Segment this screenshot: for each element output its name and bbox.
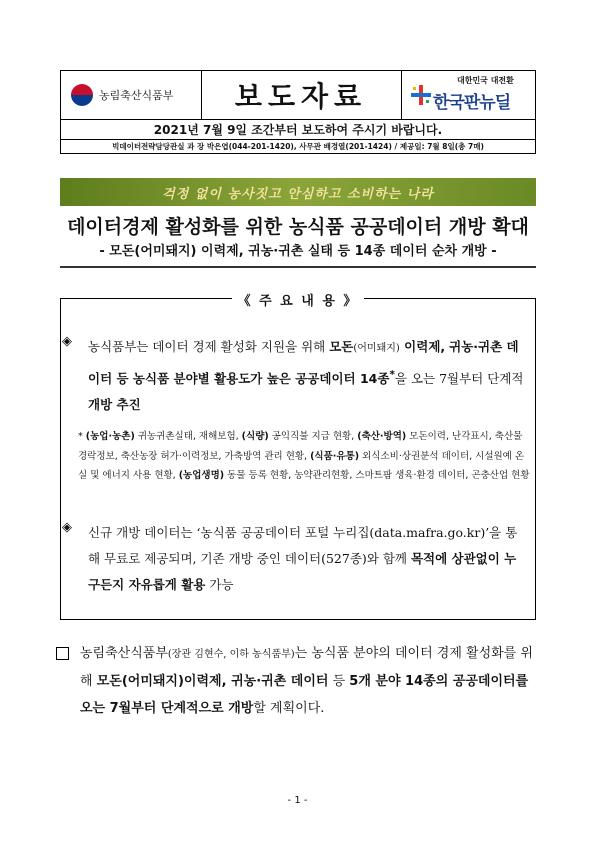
header-top-row [61, 71, 535, 120]
korea-news-tagline: 대한민국 대전환 [457, 76, 514, 85]
diamond-bullet-icon: ◈ [62, 334, 72, 349]
new-deal-mark-icon [411, 85, 431, 105]
korea-news-name: 한국판뉴딜 [433, 93, 511, 113]
sub-title: - 모돈(어미돼지) 이력제, 귀농·귀촌 실태 등 14종 데이터 순차 개방 - [99, 244, 497, 259]
slogan-banner [60, 178, 536, 206]
slogan-text: 걱정 없이 농사짓고 안심하고 소비하는 나라 [162, 187, 434, 202]
contact-info: 빅데이터전략담당관실 과 장 박은엽(044-201-1420), 사무관 배경열(201-1424) / 제공일: 7월 8일(총 7매) [112, 142, 484, 151]
ministry-logo [61, 71, 202, 119]
header-table [60, 70, 536, 154]
checkbox-square-icon [56, 647, 69, 660]
embargo-notice: 2021년 7월 9일 조간부터 보도하여 주시기 바랍니다. [61, 119, 535, 140]
title-divider [60, 266, 536, 268]
korean-new-deal-logo [401, 71, 537, 119]
body-paragraph: 농림축산식품부(장관 김현수, 이하 농식품부)는 농식품 분야의 데이터 경제 활성화를 위해 모돈(어미돼지)이력제, 귀농·귀촌 데이터 등 5개 분야 14종의 공공데이터를 오는 7월부터 단계적으로 개방할 계획이다. [80, 646, 533, 716]
government-emblem-icon [71, 84, 93, 106]
ministry-name: 농림축산식품부 [99, 89, 174, 102]
summary-bullet-2: 신규 개방 데이터는 ‘농식품 공공데이터 포털 누리집(data.mafra.go.kr)’을 통해 무료로 제공되며, 기존 개방 중인 데이터(527종)와 함께 목적에 상관없이 누구든지 자유롭게 활용 가능 [88, 525, 518, 592]
main-title: 데이터경제 활성화를 위한 농식품 공공데이터 개방 확대 [67, 216, 529, 238]
summary-bullet-1: 농식품부는 데이터 경제 활성화 지원을 위해 모돈(어미돼지) 이력제, 귀농·귀촌 데이터 등 농식품 분야별 활용도가 높은 공공데이터 14종*을 오는 7월부터 단계적 개방 추진 [88, 339, 524, 413]
page-number: - 1 - [287, 795, 308, 806]
diamond-bullet-icon: ◈ [62, 520, 72, 535]
summary-heading: 《 주 요 내 용 》 [60, 290, 536, 309]
doc-type-title: 보도자료 [201, 71, 402, 119]
data-list-note: * (농업·농촌) 귀농귀촌실태, 재해보험, (식량) 공익직불 지급 현황, (축산·방역) 모돈이력, 난각표시, 축산물 경락정보, 축산농장 허가·이력정보, 가축방역 관리 현황, (식품·유통) 외식소비·상권분석 데이터, 시설원예 온실 및 에너지 사용 현황, (농업생명) 동물 등록 현황, 농약관리현황, 스마트팜 생육·환경 데이터, 곤충산업 현황 [78, 431, 530, 481]
